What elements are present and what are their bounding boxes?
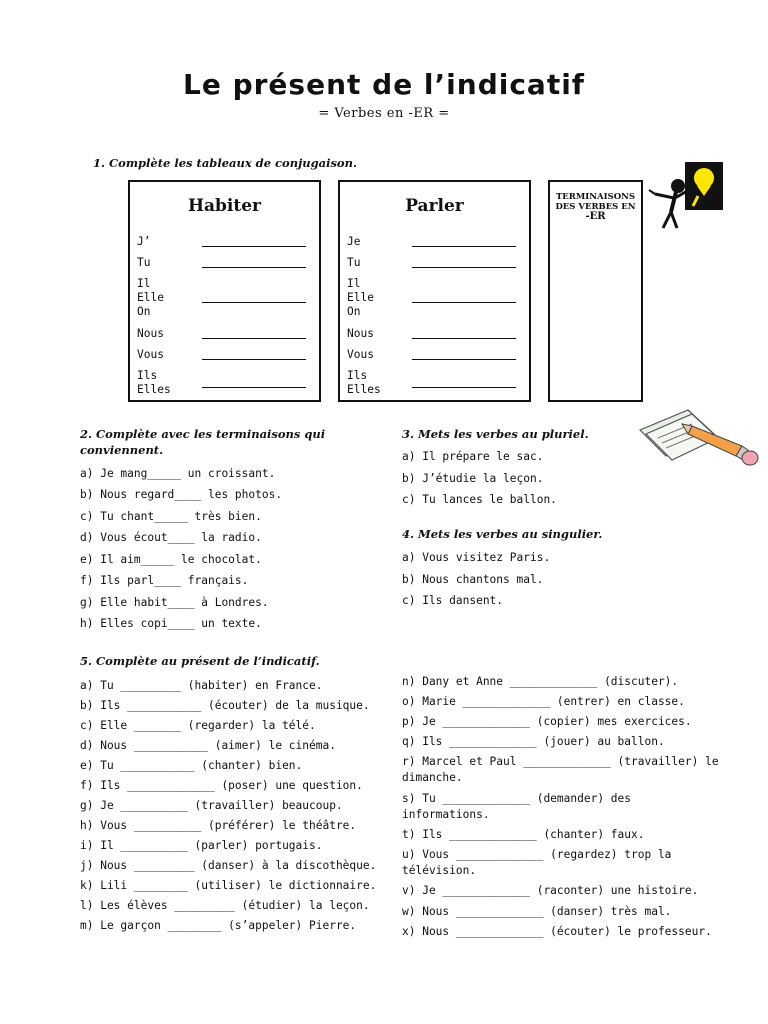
exercise-item: e) Tu ___________ (chanter) bien.: [80, 759, 303, 772]
exercise-item: p) Je _____________ (copier) mes exercices.: [402, 715, 692, 728]
exercise-item-continued: dimanche.: [402, 771, 463, 784]
exercise-item: j) Nous _________ (danser) à la discothèque.: [80, 859, 377, 872]
page-subtitle: = Verbes en -ER =: [318, 106, 450, 121]
exercise-item: q) Ils _____________ (jouer) au ballon.: [402, 735, 665, 748]
section5-heading: 5. Complète au présent de l’indicatif.: [80, 654, 320, 668]
exercise-item: o) Marie _____________ (entrer) en classe.: [402, 695, 685, 708]
answer-blank[interactable]: [412, 246, 516, 247]
answer-blank[interactable]: [412, 338, 516, 339]
answer-blank[interactable]: [202, 302, 306, 303]
page-title: Le présent de l’indicatif: [183, 68, 585, 101]
section1-heading: 1. Complète les tableaux de conjugaison.: [93, 156, 357, 170]
exercise-item: x) Nous _____________ (écouter) le professeur.: [402, 925, 712, 938]
terminaisons-line: -ER: [585, 211, 606, 222]
section2-heading: 2. Complète avec les terminaisons qui: [80, 427, 326, 441]
exercise-item-continued: télévision.: [402, 864, 477, 877]
pronoun-label: Ils: [347, 369, 368, 382]
pronoun-label: Vous: [347, 348, 374, 361]
terminaisons-line: TERMINAISONS: [555, 192, 636, 202]
section2-heading-continued: conviennent.: [80, 443, 164, 457]
exercise-item: n) Dany et Anne _____________ (discuter).: [402, 675, 679, 688]
pronoun-label: Tu: [347, 256, 361, 269]
pronoun-label: Je: [347, 235, 361, 248]
exercise-item: h) Elles copi____ un texte.: [80, 617, 262, 630]
exercise-item: a) Vous visitez Paris.: [402, 551, 551, 564]
answer-blank[interactable]: [412, 359, 516, 360]
habiter-table: [128, 180, 321, 402]
exercise-item: b) J’étudie la leçon.: [402, 472, 544, 485]
exercise-item: w) Nous _____________ (danser) très mal.: [402, 905, 672, 918]
pronoun-label: On: [137, 305, 151, 318]
pronoun-label: Il: [137, 277, 151, 290]
parler-table: [338, 180, 531, 402]
answer-blank[interactable]: [412, 267, 516, 268]
exercise-item: b) Nous chantons mal.: [402, 573, 544, 586]
answer-blank[interactable]: [202, 359, 306, 360]
answer-blank[interactable]: [412, 302, 516, 303]
exercise-item: d) Nous ___________ (aimer) le cinéma.: [80, 739, 336, 752]
terminaisons-title: [550, 192, 641, 222]
exercise-item: g) Elle habit____ à Londres.: [80, 596, 269, 609]
exercise-item: c) Tu chant_____ très bien.: [80, 510, 262, 523]
pronoun-label: Il: [347, 277, 361, 290]
exercise-item: c) Tu lances le ballon.: [402, 493, 557, 506]
exercise-item: c) Ils dansent.: [402, 594, 504, 607]
exercise-item: e) Il aim_____ le chocolat.: [80, 553, 262, 566]
pronoun-label: Elle: [137, 291, 164, 304]
pronoun-label: J’: [137, 235, 151, 248]
exercise-item: h) Vous __________ (préférer) le théâtre.: [80, 819, 357, 832]
exercise-item: t) Ils _____________ (chanter) faux.: [402, 828, 645, 841]
pronoun-label: On: [347, 305, 361, 318]
exercise-item: u) Vous _____________ (regardez) trop la: [402, 848, 672, 861]
exercise-item: g) Je __________ (travailler) beaucoup.: [80, 799, 343, 812]
habiter-title: Habiter: [187, 196, 262, 216]
exercise-item: f) Ils parl____ français.: [80, 574, 249, 587]
papers-pencil-illustration: [636, 404, 760, 472]
pronoun-label: Ils: [137, 369, 158, 382]
pronoun-label: Vous: [137, 348, 164, 361]
pronoun-label: Nous: [347, 327, 374, 340]
answer-blank[interactable]: [202, 338, 306, 339]
exercise-item: a) Il prépare le sac.: [402, 450, 544, 463]
exercise-item: i) Il __________ (parler) portugais.: [80, 839, 323, 852]
exercise-item: c) Elle _______ (regarder) la télé.: [80, 719, 316, 732]
answer-blank[interactable]: [412, 387, 516, 388]
pronoun-label: Elles: [137, 383, 171, 396]
exercise-item: a) Tu _________ (habiter) en France.: [80, 679, 323, 692]
pronoun-label: Elle: [347, 291, 374, 304]
exercise-item: v) Je _____________ (raconter) une histoire.: [402, 884, 699, 897]
exercise-item: k) Lili ________ (utiliser) le dictionnaire.: [80, 879, 377, 892]
exercise-item: b) Ils ___________ (écouter) de la musique.: [80, 699, 370, 712]
exercise-item: a) Je mang_____ un croissant.: [80, 467, 276, 480]
terminaisons-line: DES VERBES EN: [555, 202, 636, 212]
section3-heading: 3. Mets les verbes au pluriel.: [402, 427, 589, 441]
exercise-item: m) Le garçon ________ (s’appeler) Pierre.: [80, 919, 357, 932]
answer-blank[interactable]: [202, 267, 306, 268]
stick-figure-sign-illustration: [645, 160, 725, 236]
exercise-item: l) Les élèves _________ (étudier) la leçon.: [80, 899, 370, 912]
exercise-item: f) Ils _____________ (poser) une question.: [80, 779, 363, 792]
exercise-item: s) Tu _____________ (demander) des: [402, 792, 632, 805]
exercise-item: b) Nous regard____ les photos.: [80, 488, 283, 501]
answer-blank[interactable]: [202, 246, 306, 247]
pronoun-label: Tu: [137, 256, 151, 269]
parler-title: Parler: [405, 196, 464, 216]
answer-blank[interactable]: [202, 387, 306, 388]
exercise-item-continued: informations.: [402, 808, 490, 821]
section4-heading: 4. Mets les verbes au singulier.: [402, 527, 603, 541]
exercise-item: r) Marcel et Paul _____________ (travailler) le: [402, 755, 719, 768]
pronoun-label: Elles: [347, 383, 381, 396]
terminaisons-box[interactable]: [548, 180, 643, 402]
pronoun-label: Nous: [137, 327, 164, 340]
exercise-item: d) Vous écout____ la radio.: [80, 531, 262, 544]
